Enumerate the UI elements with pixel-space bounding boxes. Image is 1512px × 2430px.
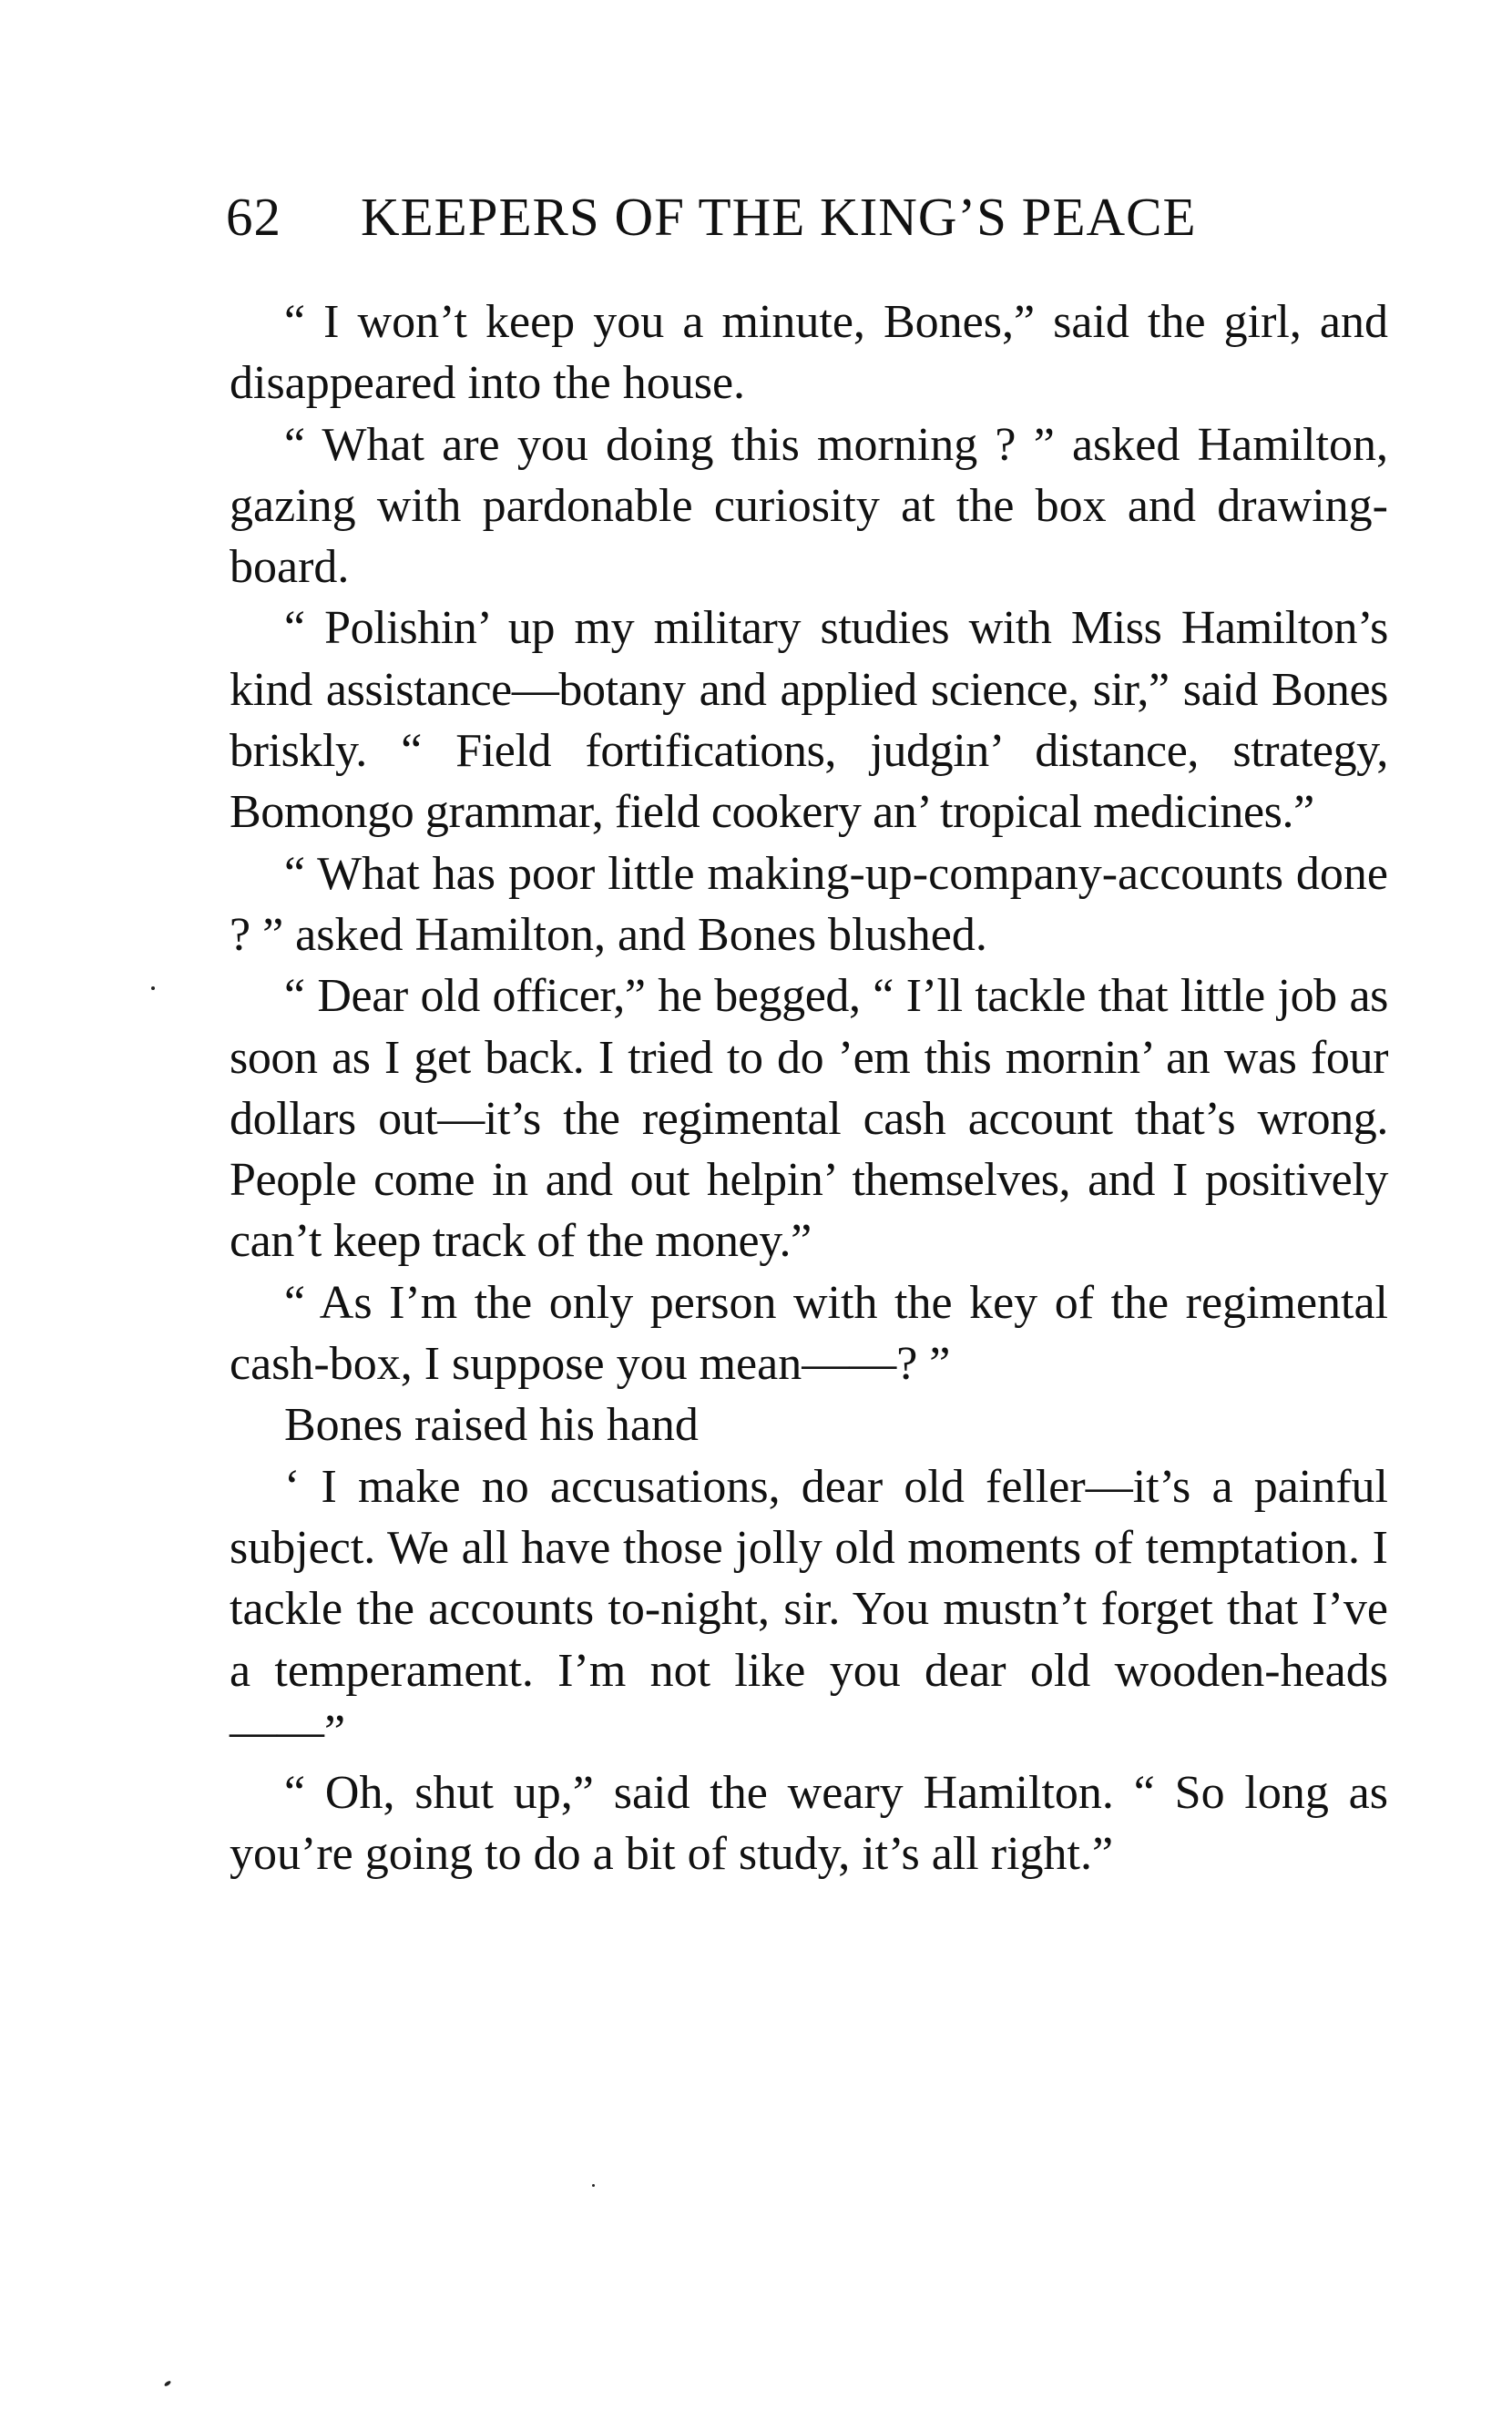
- body-text: [230, 291, 1388, 1885]
- running-head: [226, 180, 1387, 253]
- paragraph-dear-old-officer: “ Dear old officer,” he begged, “ I’ll tackle that little job as soon as I get back. I tried to do ’em this mornin’ an was four dollars out—it’s the regimental cash account that’s wrong. People come in and out helpin’ themselves, and I positively can’t keep track of the money.”: [230, 970, 1388, 1268]
- print-speck: [151, 986, 155, 990]
- paragraph-shut-up: “ Oh, shut up,” said the weary Hamilton. “ So long as you’re going to do a bit of study, it’s all right.”: [230, 1767, 1388, 1881]
- paragraph-military-studies: “ Polishin’ up my military studies with Miss Hamilton’s kind assistance—botany and applied science, sir,” said Bones briskly. “ Field fortifications, judgin’ distance, strategy, Bomongo grammar, field cookery an’ tropical medicines.”: [230, 602, 1388, 839]
- print-speck: [592, 2184, 595, 2187]
- page-number: 62: [226, 187, 281, 247]
- paragraph-bones-raised-hand: Bones raised his hand: [284, 1399, 699, 1452]
- paragraph-hamilton-asks: “ What are you doing this morning ? ” asked Hamilton, gazing with pardonable curiosity at the box and drawing-board.: [230, 418, 1388, 594]
- paragraph-cash-box: “ As I’m the only person with the key of the regimental cash-box, I suppose you mean——? ”: [230, 1276, 1388, 1391]
- paragraph-company-accounts: “ What has poor little making-up-company-accounts done ? ” asked Hamilton, and Bones blushed.: [230, 847, 1388, 961]
- paragraph-no-accusations: ‘ I make no accusations, dear old feller—it’s a painful subject. We all have those jolly old moments of temptation. I tackle the accounts to-night, sir. You mustn’t forget that I’ve a temperament. I’m not like you dear old wooden-heads——”: [230, 1460, 1388, 1758]
- paragraph-girl-leaves: “ I won’t keep you a minute, Bones,” said the girl, and disappeared into the house.: [230, 296, 1388, 410]
- running-title: KEEPERS OF THE KING’S PEACE: [361, 187, 1197, 247]
- print-speck: [164, 2380, 172, 2387]
